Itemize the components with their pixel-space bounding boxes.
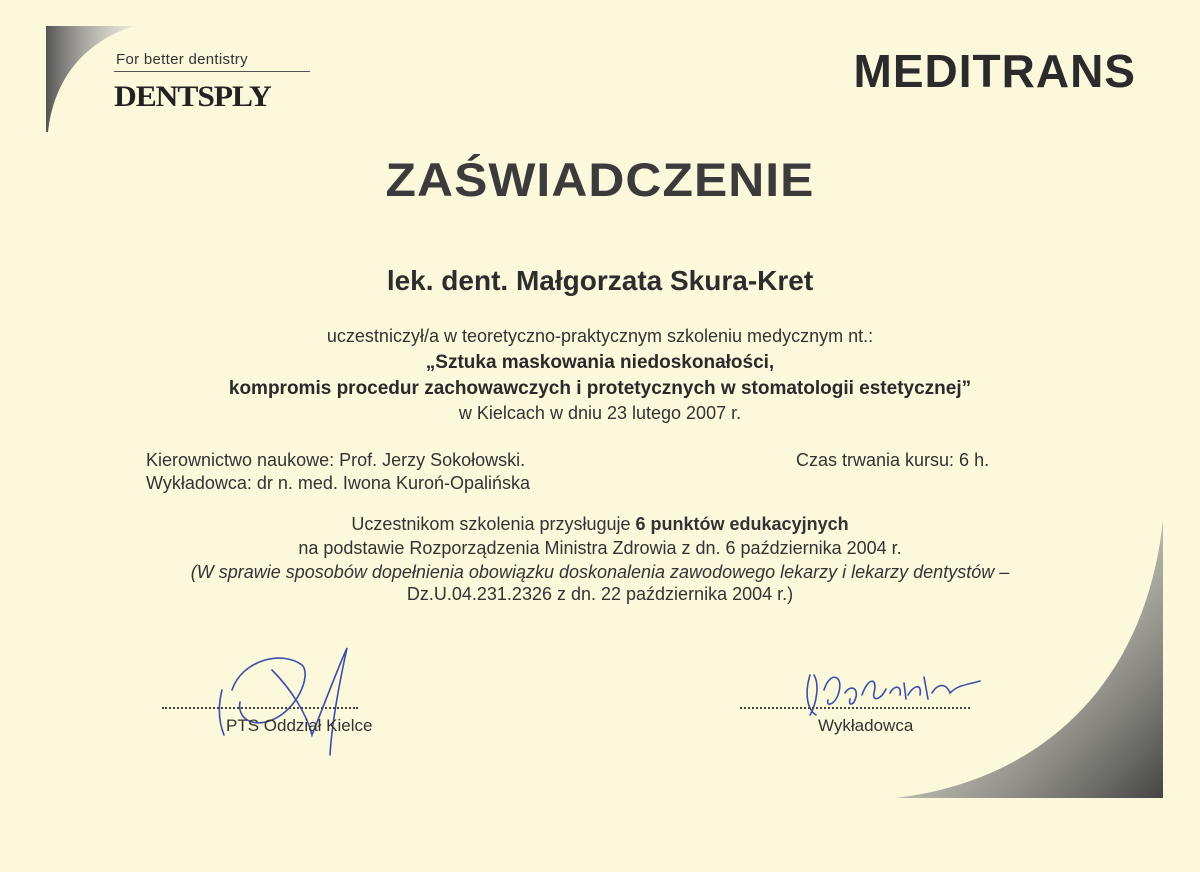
basis-text: na podstawie Rozporządzenia Ministra Zdrowia z dn. 6 października 2004 r. <box>298 538 902 558</box>
dentsply-logo: DENTSPLY <box>114 80 271 113</box>
lecturer-text: Wykładowca: dr n. med. Iwona Kuroń-Opalińska <box>146 473 531 493</box>
scientific-lead-text: Kierownictwo naukowe: Prof. Jerzy Sokołowski. <box>146 450 526 470</box>
meditrans-logo: MEDITRANS <box>853 45 1136 97</box>
regulation-line-2: Dz.U.04.231.2326 z dn. 22 października 2004 r.) <box>406 584 794 604</box>
intro-text: uczestniczył/a w teoretyczno-praktycznym szkoleniu medycznym nt.: <box>326 326 874 346</box>
tagline-text: For better dentistry <box>116 51 248 68</box>
points-text <box>0 514 1200 535</box>
duration-text: Czas trwania kursu: 6 h. <box>796 450 990 470</box>
signature-line-left <box>162 707 358 709</box>
signature-label-left: PTS Oddział Kielce <box>226 716 373 735</box>
place-date-text: w Kielcach w dniu 23 lutego 2007 r. <box>458 403 742 423</box>
signature-label-right: Wykładowca <box>818 716 914 735</box>
signature-line-right <box>740 707 970 709</box>
signature-left <box>212 640 362 760</box>
points-bold: 6 punktów edukacyjnych <box>635 514 849 534</box>
topic-line-2: kompromis procedur zachowawczych i protetycznych w stomatologii estetycznej” <box>228 378 972 399</box>
recipient-name: lek. dent. Małgorzata Skura-Kret <box>386 265 814 296</box>
regulation-line-1: (W sprawie sposobów dopełnienia obowiązku doskonalenia zawodowego lekarzy i lekarzy dentystów – <box>190 562 1010 582</box>
topic-line-1: „Sztuka maskowania niedoskonałości, <box>425 352 775 373</box>
certificate-title: ZAŚWIADCZENIE <box>385 153 815 206</box>
points-prefix: Uczestnikom szkolenia przysługuje <box>351 514 636 534</box>
